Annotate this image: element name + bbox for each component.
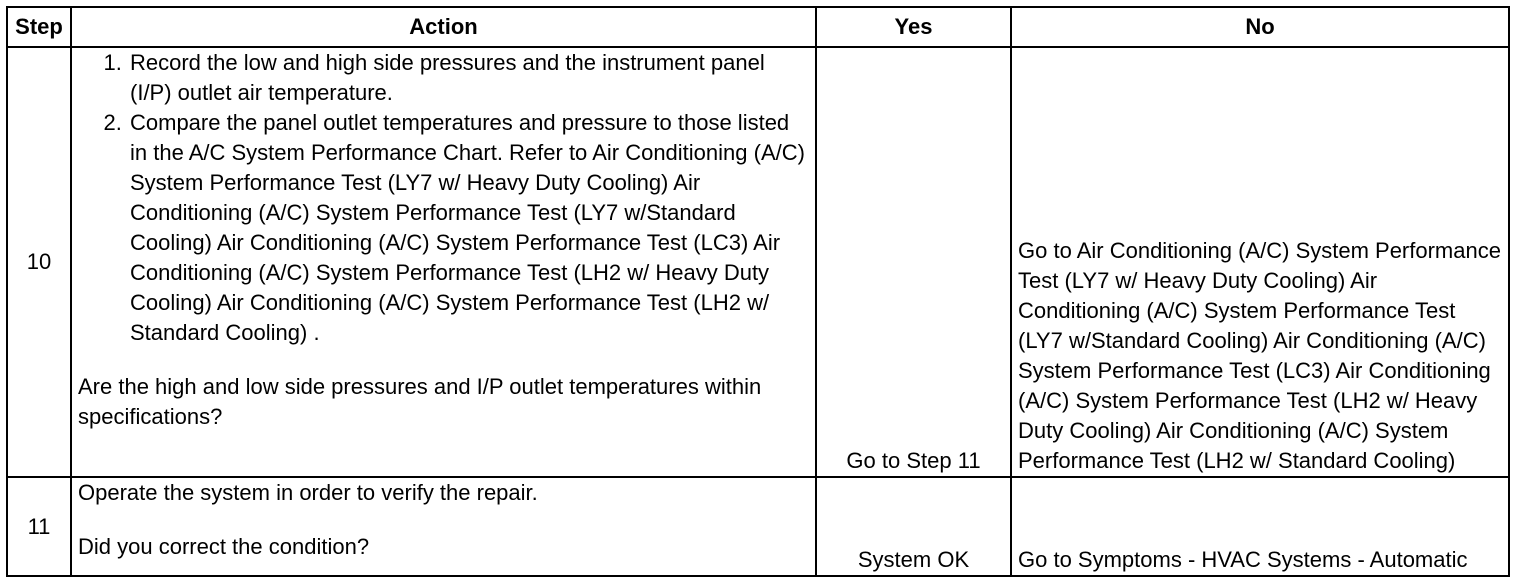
instruction-item: 2. Compare the panel outlet temperatures and pressure to those listed in the A/C System Performance Chart. Refer to Air Conditioning (A/C) System Performance Test (LY7 w/ Heavy Duty Cooling) Air Conditioning (A/C) System Performance Test (LY7 w/Standard Cooling) Air Conditioning (A/C) System Performance Test (LC3) Air Conditioning (A/C) System Performance Test (LH2 w/ Heavy Duty Cooling) Air Conditioning (A/C) System Performance Test (LH2 w/ Standard Cooling) . — [128, 108, 809, 348]
step-number: 10 — [7, 47, 71, 477]
header-row — [7, 7, 1509, 47]
header-step: Step — [7, 7, 71, 47]
instruction-list — [78, 48, 809, 348]
question-text: Are the high and low side pressures and I/P outlet temperatures within specifications? — [78, 374, 762, 429]
table-row — [7, 477, 1509, 576]
yes-result: System OK — [816, 477, 1011, 576]
diagnostic-table — [6, 6, 1510, 577]
header-yes: Yes — [816, 7, 1011, 47]
instruction-text: Operate the system in order to verify the repair. — [78, 480, 538, 505]
no-result: Go to Air Conditioning (A/C) System Performance Test (LY7 w/ Heavy Duty Cooling) Air Conditioning (A/C) System Performance Test (LY7 w/Standard Cooling) Air Conditioning (A/C) System Performance Test (LC3) Air Conditioning (A/C) System Performance Test (LH2 w/ Heavy Duty Cooling) Air Conditioning (A/C) System Performance Test (LH2 w/ Standard Cooling) — [1011, 47, 1509, 477]
yes-result: Go to Step 11 — [816, 47, 1011, 477]
action-cell — [71, 47, 816, 477]
action-cell — [71, 477, 816, 576]
instruction-item: 1. Record the low and high side pressures and the instrument panel (I/P) outlet air temperature. — [128, 48, 809, 108]
table-row — [7, 47, 1509, 477]
header-no: No — [1011, 7, 1509, 47]
step-number: 11 — [7, 477, 71, 576]
question-text: Did you correct the condition? — [78, 534, 370, 559]
header-action: Action — [71, 7, 816, 47]
no-result: Go to Symptoms - HVAC Systems - Automatic — [1011, 477, 1509, 576]
